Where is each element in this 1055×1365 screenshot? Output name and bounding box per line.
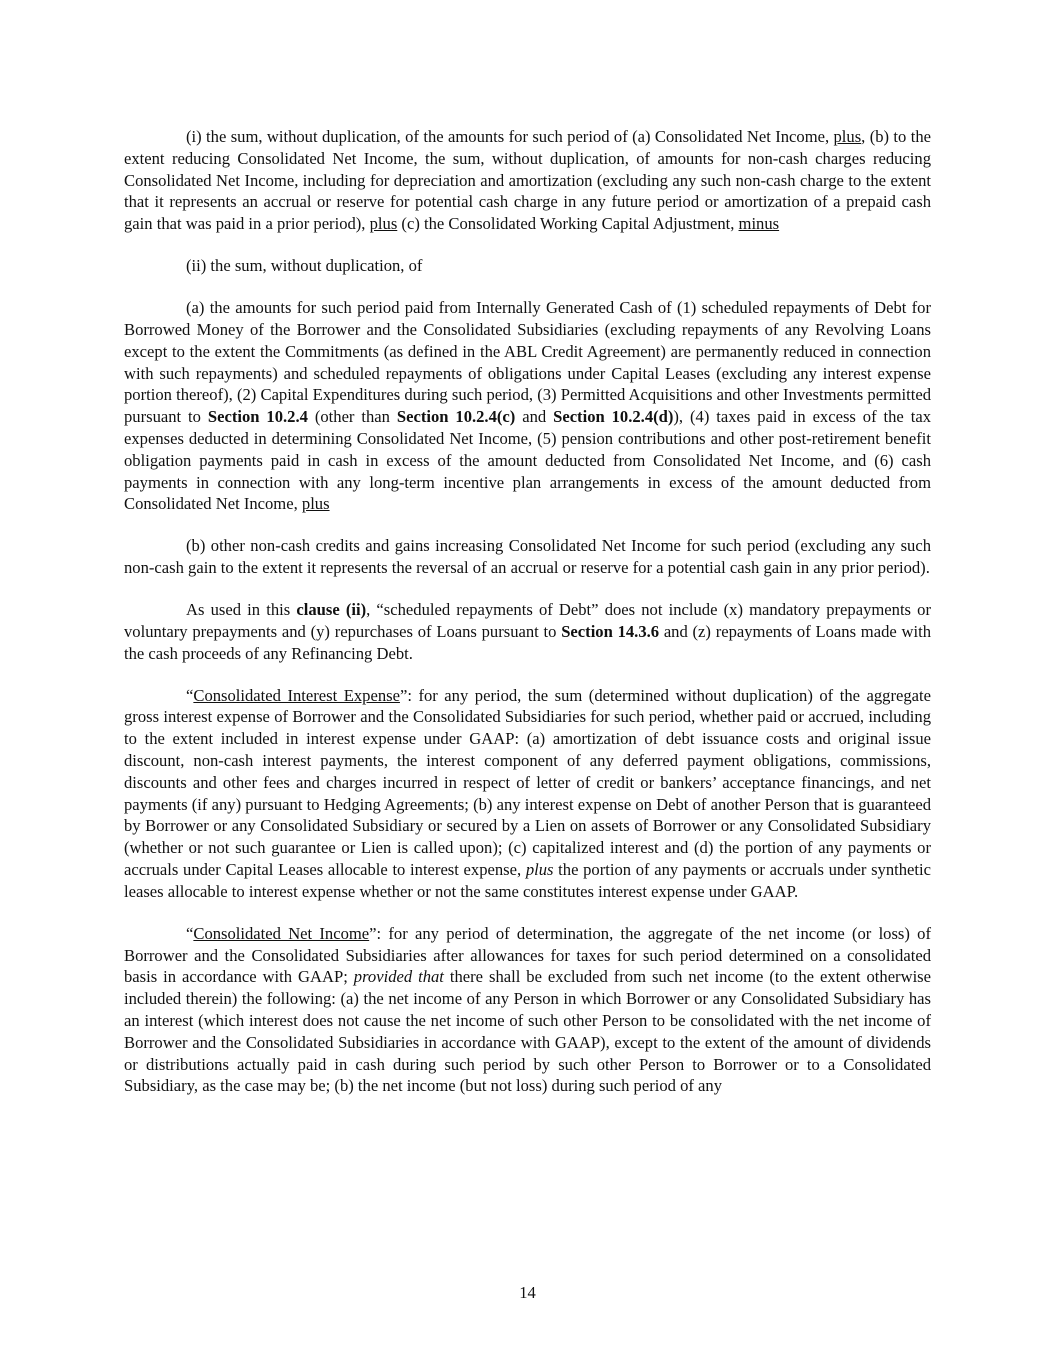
p1-text-c: (c) the Consolidated Working Capital Adjustment,: [397, 214, 739, 234]
plus-term: plus: [833, 127, 862, 146]
paragraph-i: [124, 126, 931, 235]
p5-text-c: and (z) repayments of Loans made with the cash proceeds of any Refinancing Debt.: [124, 621, 931, 663]
page-number: 14: [519, 1283, 536, 1302]
plus-term: plus: [369, 214, 398, 234]
section-reference: Section 10.2.4: [207, 407, 308, 427]
document-body: [124, 126, 931, 1117]
open-quote: “: [186, 923, 194, 943]
definition-consolidated-net-income: [124, 923, 931, 1097]
paragraph-a: [124, 297, 931, 515]
p3-text-c: and: [515, 407, 554, 427]
p3-text-a: (a) the amounts for such period paid from Internally Generated Cash of (1) scheduled repayments of Debt for Borrowed Money of the Borrower and the Consolidated Subsidiaries (excluding repayments of any Revolving Loans except to the extent the Commitments (as defined in the ABL Credit Agreement) are permanently reduced in connection with such repayments) and scheduled repayments of obligations under Capital Leases (excluding any interest expense portion thereof), (2) Capital Expenditures during such period, (3) Permitted Acquisitions and other Investments permitted pursuant to: [124, 298, 931, 427]
plus-term: plus: [525, 860, 554, 880]
defined-term: Consolidated Net Income: [193, 923, 370, 943]
p3-text-d: ), (4) taxes paid in excess of the tax expenses deducted in determining Consolidated Net Income, (5) pension contributions and other post-retirement benefit obligation payments paid in cash in excess of the amount deducted from Consolidated Net Income, and (6) cash payments in connection with any long-term incentive plan arrangements in excess of the amount deducted from Consolidated Net Income,: [124, 407, 931, 514]
paragraph-clause-ii-note: [124, 599, 931, 664]
p7-text-a: ”: for any period of determination, the aggregate of the net income (or loss) of Borrower and the Consolidated Subsidiaries after allowances for taxes for such period determined on a consolidated basis in accordance with GAAP;: [124, 923, 931, 987]
p7-text-b: there shall be excluded from such net income (to the extent otherwise included therein) the following: (a) the net income of any Person in which Borrower or any Consolidated Subsidiary has an interest (which interest does not cause the net income of such other Person to be consolidated with the net income of Borrower and the Consolidated Subsidiaries in accordance with GAAP), except to the extent of the amount of dividends or distributions actually paid in cash during such period by such other Person to Borrower or to a Consolidated Subsidiary, as the case may be; (b) the net income (but not loss) during such period of any: [124, 967, 931, 1096]
p6-text-b: the portion of any payments or accruals under synthetic leases allocable to interest expense whether or not the same constitutes interest expense under GAAP.: [124, 860, 931, 901]
p5-text-a: As used in this: [186, 600, 297, 620]
definition-consolidated-interest-expense: [124, 685, 931, 903]
p1-text-a: (i) the sum, without duplication, of the amounts for such period of (a) Consolidated Net Income,: [186, 127, 834, 146]
provided-that-term: provided that: [353, 967, 444, 987]
minus-term: minus: [738, 214, 780, 234]
open-quote: “: [186, 685, 194, 705]
p3-text-b: (other than: [307, 407, 397, 427]
p1-text-b: , (b) to the extent reducing Consolidated Net Income, the sum, without duplication, of amounts for non-cash charges reducing Consolidated Net Income, including for depreciation and amortization (excluding any such non-cash charge to the extent that it represents an accrual or reserve for potential cash charge in any future period or amortization of a prepaid cash gain that was paid in a prior period),: [124, 127, 931, 234]
section-reference: Section 14.3.6: [561, 621, 660, 641]
p5-text-b: , “scheduled repayments of Debt” does not include (x) mandatory prepayments or voluntary prepayments and (y) repurchases of Loans pursuant to: [124, 600, 931, 641]
section-reference: Section 10.2.4(d): [553, 407, 674, 427]
section-reference: Section 10.2.4(c): [396, 407, 516, 427]
clause-reference: clause (ii): [296, 600, 367, 620]
defined-term: Consolidated Interest Expense: [193, 685, 400, 705]
paragraph-ii: (ii) the sum, without duplication, of: [186, 256, 423, 276]
paragraph-b: (b) other non-cash credits and gains increasing Consolidated Net Income for such period (excluding any such non-cash gain to the extent it represents the reversal of an accrual or reserve for a potential cash gain in any prior period).: [124, 536, 931, 578]
plus-term: plus: [301, 494, 330, 514]
p6-text-a: ”: for any period, the sum (determined without duplication) of the aggregate gross interest expense of Borrower and the Consolidated Subsidiaries for such period, whether paid or accrued, including to the extent included in interest expense under GAAP: (a) amortization of debt issuance costs and original issue discount, non-cash interest payments, the interest component of any deferred payment obligations, commissions, discounts and other fees and charges incurred in respect of letter of credit or bankers’ acceptance financings, and net payments (if any) pursuant to Hedging Agreements; (b) any interest expense on Debt of another Person that is guaranteed by Borrower or any Consolidated Subsidiary or secured by a Lien on assets of Borrower or any Consolidated Subsidiary (whether or not such guarantee or Lien is called upon); (c) capitalized interest and (d) the portion of any payments or accruals under Capital Leases allocable to interest expense,: [124, 685, 931, 880]
